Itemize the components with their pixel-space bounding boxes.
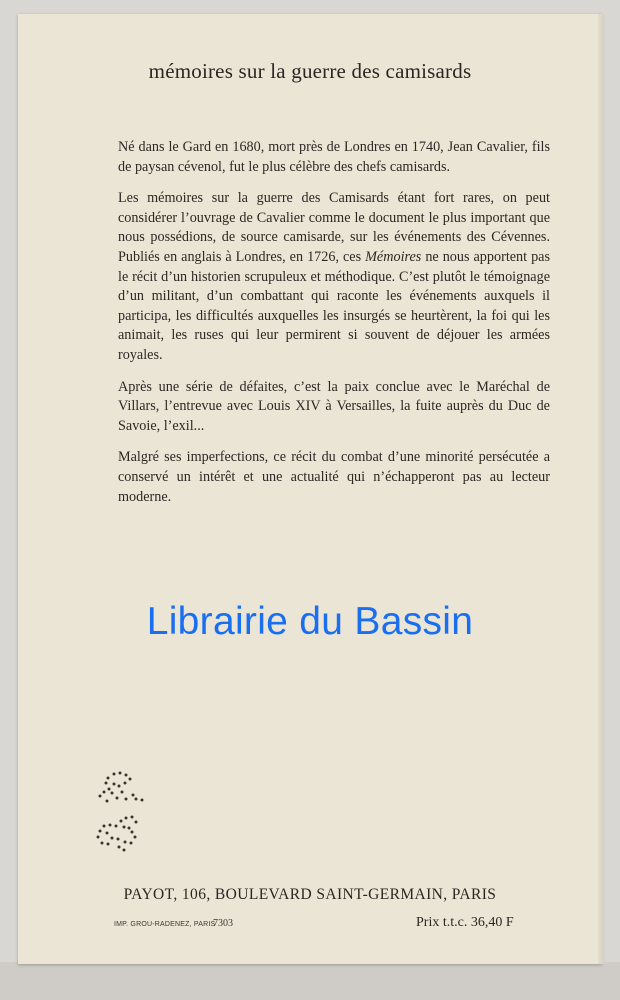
price-label: Prix t.t.c. 36,40 F [416, 915, 514, 930]
paragraph-text: ne nous apportent pas le récit d’un historien scrupuleux et méthodique. C’est plutôt le témoignage d’un militant, d’un combattant qui raconte les événements auxquels il participa, les difficultés auxquelles les insurgés se heurtèrent, la foi qui les animait, les ruses qui leur permirent si souvent de déjouer les armées royales. [118, 248, 551, 363]
printer-credit: IMP. GROU-RADENEZ, PARIS [114, 921, 216, 928]
print-number: 7303 [213, 918, 233, 929]
blurb-paragraph [118, 448, 550, 507]
blurb-paragraph [118, 138, 550, 177]
blurb-paragraph [118, 189, 550, 365]
paragraph-text: Malgré ses imperfections, ce récit du combat d’une minorité persécutée a conservé un intérêt et une actualité qui n’échapperont pas au lecteur moderne. [118, 449, 550, 505]
blurb-text [118, 138, 550, 519]
publisher-address: PAYOT, 106, BOULEVARD SAINT-GERMAIN, PARIS [123, 886, 497, 903]
paragraph-text: Né dans le Gard en 1680, mort près de Londres en 1740, Jean Cavalier, fils de paysan cévenol, fut le plus célèbre des chefs camisards. [118, 139, 550, 175]
book-back-cover [18, 14, 602, 964]
watermark-text: Librairie du Bassin [146, 600, 474, 643]
paragraph-text: Après une série de défaites, c’est la paix conclue avec le Maréchal de Villars, l’entrevue avec Louis XIV à Versailles, la fuite auprès du Duc de Savoie, l’exil... [118, 378, 550, 434]
cover-edge [598, 14, 604, 964]
paragraph-text: Les mémoires sur la guerre des Camisards étant fort rares, on peut considérer l’ouvrage de Cavalier comme le document le plus important que nous possédions, de source camisarde, sur les événements des Cévennes. Publiés en anglais à Londres, en 1726, ces [118, 190, 550, 265]
italic-title-text: Mémoires [365, 248, 422, 265]
blurb-paragraph [118, 378, 550, 437]
book-title: mémoires sur la guerre des camisards [148, 59, 472, 83]
background-surface [0, 962, 620, 1000]
dotted-publisher-logo-icon [78, 768, 148, 854]
